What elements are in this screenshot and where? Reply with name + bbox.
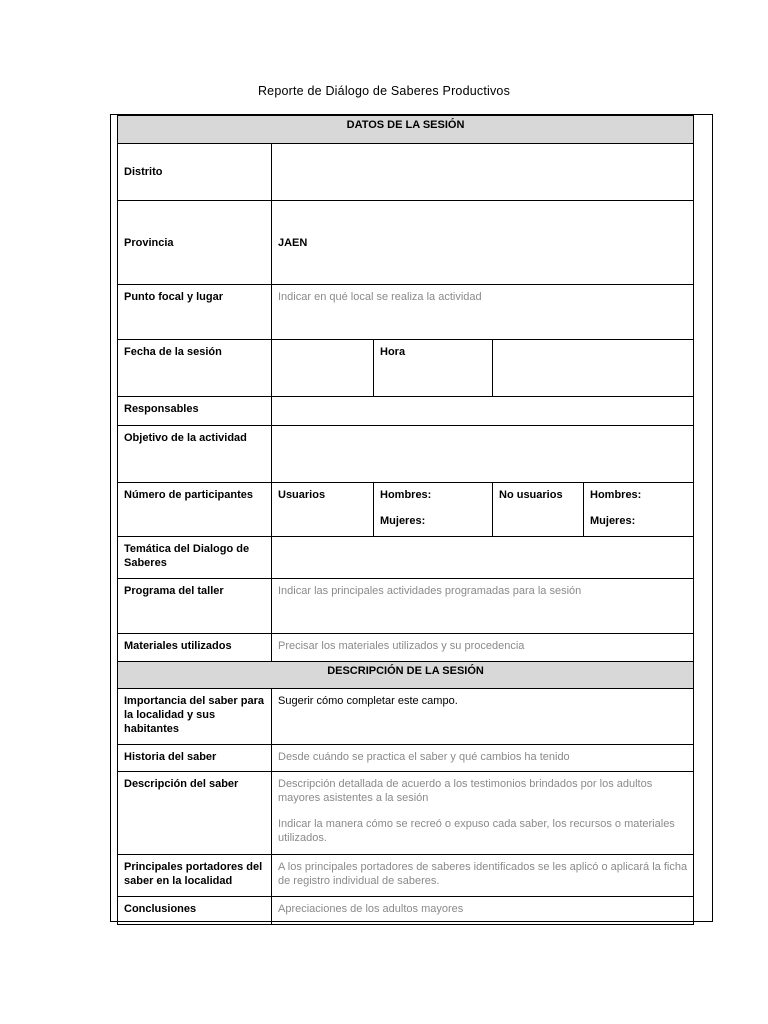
distrito-label: Distrito <box>118 144 272 201</box>
programa-label: Programa del taller <box>118 579 272 634</box>
tematica-label: Temática del Dialogo de Saberes <box>118 537 272 579</box>
objetivo-label: Objetivo de la actividad <box>118 426 272 483</box>
descripcion-hint-1: Descripción detallada de acuerdo a los testimonios brindados por los adultos mayores asistentes a la sesión <box>278 778 653 804</box>
importancia-field[interactable]: Sugerir cómo completar este campo. <box>272 689 694 745</box>
usuarios-hombres-label: Hombres: <box>380 489 432 501</box>
hora-label: Hora <box>374 340 493 397</box>
no-usuarios-mujeres-label: Mujeres: <box>590 515 636 527</box>
portadores-field[interactable]: A los principales portadores de saberes identificados se les aplicó o aplicará la ficha de registro individual de saberes. <box>272 855 694 897</box>
participantes-label: Número de participantes <box>118 483 272 537</box>
punto-focal-field[interactable]: Indicar en qué local se realiza la actividad <box>272 285 694 340</box>
responsables-field[interactable] <box>272 397 694 426</box>
fecha-field[interactable] <box>272 340 374 397</box>
programa-field[interactable]: Indicar las principales actividades programadas para la sesión <box>272 579 694 634</box>
responsables-label: Responsables <box>118 397 272 426</box>
punto-focal-label: Punto focal y lugar <box>118 285 272 340</box>
fecha-label: Fecha de la sesión <box>118 340 272 397</box>
materiales-field[interactable]: Precisar los materiales utilizados y su procedencia <box>272 634 694 662</box>
provincia-label: Provincia <box>118 201 272 285</box>
tematica-field[interactable] <box>272 537 694 579</box>
descripcion-label: Descripción del saber <box>118 772 272 855</box>
materiales-label: Materiales utilizados <box>118 634 272 662</box>
conclusiones-field[interactable]: Apreciaciones de los adultos mayores <box>272 897 694 925</box>
historia-field[interactable]: Desde cuándo se practica el saber y qué cambios ha tenido <box>272 745 694 772</box>
hora-field[interactable] <box>493 340 694 397</box>
usuarios-counts[interactable] <box>374 483 493 537</box>
portadores-label: Principales portadores del saber en la localidad <box>118 855 272 897</box>
historia-label: Historia del saber <box>118 745 272 772</box>
provincia-field[interactable]: JAEN <box>272 201 694 285</box>
usuarios-label: Usuarios <box>272 483 374 537</box>
importancia-label: Importancia del saber para la localidad y sus habitantes <box>118 689 272 745</box>
usuarios-mujeres-label: Mujeres: <box>380 515 426 527</box>
no-usuarios-hombres-label: Hombres: <box>590 489 642 501</box>
no-usuarios-counts[interactable] <box>584 483 694 537</box>
conclusiones-label: Conclusiones <box>118 897 272 925</box>
section-header-datos: DATOS DE LA SESIÓN <box>118 116 694 144</box>
no-usuarios-label: No usuarios <box>493 483 584 537</box>
descripcion-field[interactable] <box>272 772 694 855</box>
section-header-descripcion: DESCRIPCIÓN DE LA SESIÓN <box>118 662 694 689</box>
report-form <box>117 115 694 925</box>
document-title: Reporte de Diálogo de Saberes Productivos <box>257 84 511 98</box>
descripcion-hint-2: Indicar la manera cómo se recreó o expuso cada saber, los recursos o materiales utilizados. <box>278 818 675 844</box>
objetivo-field[interactable] <box>272 426 694 483</box>
distrito-field[interactable] <box>272 144 694 201</box>
